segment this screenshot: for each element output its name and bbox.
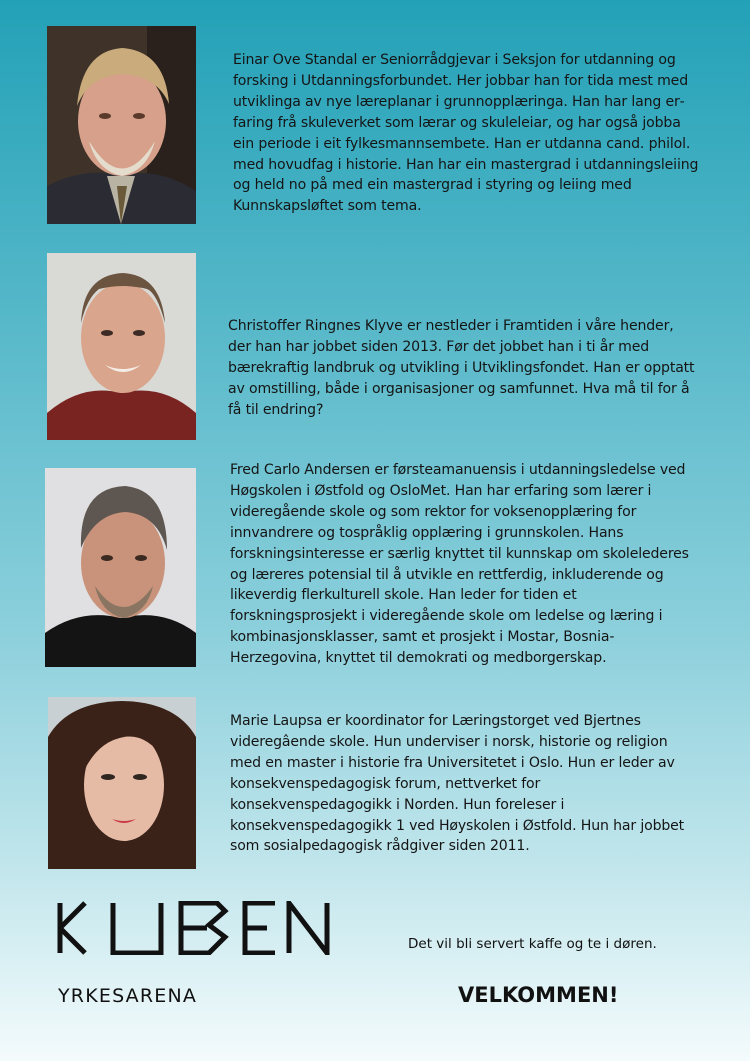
speaker-bio-4: Marie Laupsa er koordinator for Læringstorget ved Bjertnes videregâende skole. Hun underviser i norsk, historie og religion med en master i historie fra Universitetet i Oslo. Hun er leder av konsekvenspedagogisk forum, nettverket for konsekvenspedagogikk i Norden. Hun foreleser i konsekvenspedagogikk 1 ved Høyskolen i Østfold. Hun har jobbet som sosialpedagogisk rådgiver siden 2011. xyxy=(230,713,685,855)
speaker-bio-2: Christoffer Ringnes Klyve er nestleder i Framtiden i våre hender, der han har jobbet siden 2013. Før det jobbet han i ti år med bærekraftig landbruk og utvikling i Utviklingsfondet. Han er opptatt av omstilling, både i organisasjoner og samfunnet. Hva må til for å få til endring? xyxy=(228,318,695,418)
speaker-bio-1: Einar Ove Standal er Seniorrådgjevar i Seksjon for utdanning og forsking i Utdanningsforbundet. Her jobbar han for tida mest med utviklinga av nye læreplanar i grunnopplæringa. Han har lang erfaring frå skuleverket som lærar og skuleleiar, og har også jobba ein periode i eit fylkesmannsembete. Han er utdanna cand. philol. med hovudfag i historie. Han har ein mastergrad i utdanningsleiing og held no på med ein mastergrad i styring og leiing med Kunnskapsløftet som tema. xyxy=(233,52,699,215)
speaker-photo-3 xyxy=(45,468,196,667)
welcome-heading: VELKOMMEN! xyxy=(458,983,619,1007)
refreshments-note: Det vil bli servert kaffe og te i døren. xyxy=(408,936,657,952)
speaker-photo-1 xyxy=(47,26,196,224)
kuben-tagline: YRKESARENA xyxy=(58,985,198,1007)
speaker-photo-4 xyxy=(48,697,196,869)
speaker-bio-3: Fred Carlo Andersen er førsteamanuensis i utdanningsledelse ved Høgskolen i Østfold og OsloMet. Han har erfaring som lærer i videregående skole og som rektor for voksenopplæring for innvandrere og tospråklig opplæring i grunnskolen. Hans forskningsinteresse er særlig knyttet til kunnskap om skolelederes og læreres potensial til å utvikle en rettferdig, inkluderende og likeverdig flerkulturell skole. Han leder for tiden et forskningsprosjekt i videregående skole om ledelse og læring i kombinasjonsklasser, samt et prosjekt i Mostar, Bosnia-Herzegovina, knyttet til demokrati og medborgerskap. xyxy=(230,462,689,667)
speaker-photo-2 xyxy=(47,253,196,440)
kuben-logo xyxy=(57,901,332,955)
